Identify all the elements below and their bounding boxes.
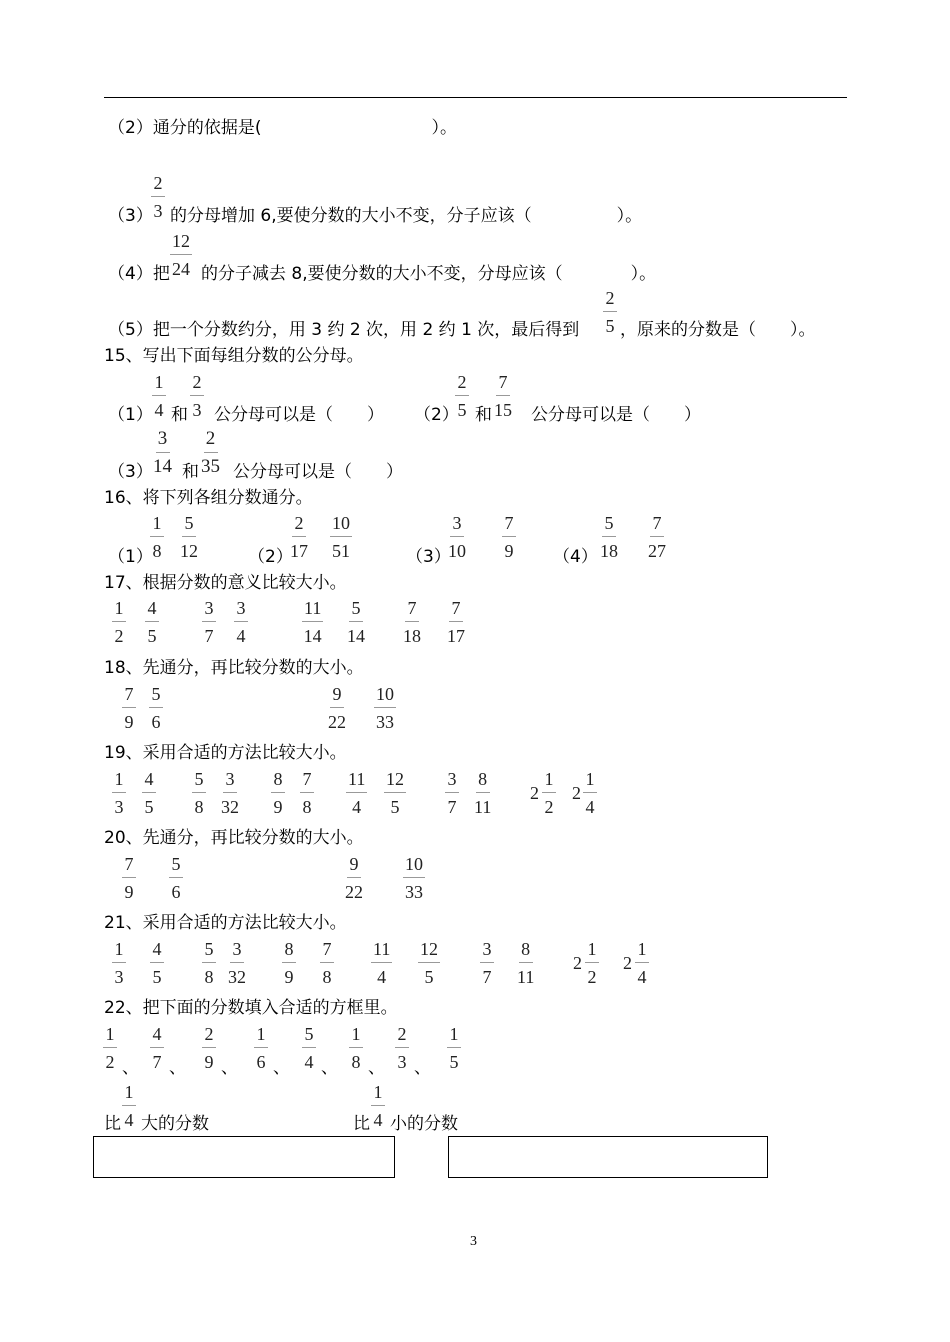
- numerator: 5: [602, 512, 616, 537]
- numerator: 1: [447, 1023, 461, 1048]
- q22-fraction-8: [447, 1023, 461, 1073]
- numerator: 3: [156, 428, 170, 453]
- q14-part3-text: 的分母增加 6,要使分数的大小不变，分子应该（ ）。: [170, 206, 643, 226]
- q21-fraction-8: [418, 938, 440, 988]
- numerator: 2: [395, 1023, 409, 1048]
- numerator: 2: [190, 371, 204, 396]
- denominator: 15: [494, 400, 512, 420]
- denominator: 5: [605, 316, 615, 336]
- q19-fraction-7: [346, 768, 367, 818]
- q17-fraction-2: [145, 597, 159, 647]
- q14-part4-fraction: [170, 230, 192, 280]
- numerator: 1: [152, 371, 166, 396]
- q19-whole-2: 2: [572, 783, 581, 803]
- q15-item3-label: （3）: [108, 462, 153, 482]
- numerator: 2: [603, 287, 617, 312]
- denominator: 14: [153, 456, 172, 477]
- denominator: 2: [544, 797, 554, 817]
- denominator: 4: [154, 400, 164, 420]
- q15-item2-tail: 公分母可以是（ ）: [531, 405, 701, 425]
- denominator: 32: [221, 797, 239, 817]
- denominator: 17: [290, 541, 308, 561]
- q21-fraction-10: [517, 938, 534, 988]
- q22-right-label: 小的分数: [390, 1114, 458, 1134]
- q22-fraction-7: [395, 1023, 409, 1073]
- q17-title: 17、根据分数的意义比较大小。: [104, 573, 347, 593]
- page-number: 3: [470, 1234, 477, 1249]
- denominator: 2: [587, 967, 597, 987]
- denominator: 5: [457, 400, 467, 420]
- q22-fraction-4: [254, 1023, 268, 1073]
- numerator: 3: [450, 512, 464, 537]
- q21-fraction-1: [112, 938, 126, 988]
- numerator: 1: [122, 1081, 136, 1106]
- denominator: 7: [152, 1052, 162, 1072]
- numerator: 5: [192, 768, 206, 793]
- q17-fraction-5: [302, 597, 323, 647]
- denominator: 2: [105, 1052, 115, 1072]
- denominator: 9: [124, 712, 134, 732]
- q18-fraction-2: [149, 683, 163, 733]
- numerator: 1: [150, 512, 164, 537]
- denominator: 2: [114, 626, 124, 646]
- numerator: 1: [254, 1023, 268, 1048]
- q16-fraction-5: [448, 512, 466, 562]
- denominator: 10: [448, 541, 466, 561]
- q22-separator: 、: [221, 1058, 238, 1078]
- q21-whole-2: 2: [623, 953, 632, 973]
- numerator: 7: [449, 597, 463, 622]
- numerator: 5: [202, 938, 216, 963]
- q15-item1-label: （1）: [108, 405, 153, 425]
- q21-fraction-5: [282, 938, 296, 988]
- q19-fraction-9: [445, 768, 459, 818]
- q20-fraction-4: [403, 853, 425, 903]
- denominator: 5: [390, 797, 400, 817]
- numerator: 8: [282, 938, 296, 963]
- q15-item3-fraction-a: [153, 428, 172, 478]
- numerator: 7: [300, 768, 314, 793]
- q19-fraction-8: [384, 768, 406, 818]
- numerator: 10: [330, 512, 352, 537]
- q16-title: 16、将下列各组分数通分。: [104, 488, 313, 508]
- numerator: 3: [234, 597, 248, 622]
- q22-separator: 、: [169, 1058, 186, 1078]
- q19-fraction-3: [192, 768, 206, 818]
- q19-fraction-11: [542, 768, 556, 818]
- numerator: 1: [103, 1023, 117, 1048]
- numerator: 7: [122, 853, 136, 878]
- q19-fraction-6: [300, 768, 314, 818]
- q22-separator: 、: [414, 1058, 431, 1078]
- q14-part5-fraction: [603, 287, 617, 337]
- q17-fraction-1: [112, 597, 126, 647]
- numerator: 7: [650, 512, 664, 537]
- q14-part2: （2）通分的依据是( ）。: [108, 118, 457, 138]
- denominator: 18: [600, 541, 618, 561]
- q22-separator: 、: [273, 1058, 290, 1078]
- less-than-answer-box[interactable]: [448, 1136, 768, 1178]
- q14-part4-text: 的分子减去 8,要使分数的大小不变，分母应该（ ）。: [201, 264, 657, 284]
- numerator: 11: [346, 768, 367, 793]
- denominator: 4: [585, 797, 595, 817]
- q19-whole-1: 2: [530, 783, 539, 803]
- numerator: 2: [455, 371, 469, 396]
- numerator: 3: [202, 597, 216, 622]
- denominator: 14: [347, 626, 365, 646]
- denominator: 4: [352, 797, 362, 817]
- q14-part5-text: （5）把一个分数约分，用 3 约 2 次，用 2 约 1 次，最后得到: [108, 320, 580, 340]
- denominator: 3: [192, 400, 202, 420]
- q22-separator: 、: [368, 1058, 385, 1078]
- q15-item1-and: 和: [171, 405, 188, 425]
- q18-fraction-3: [328, 683, 346, 733]
- denominator: 3: [153, 201, 163, 221]
- q22-fraction-2: [150, 1023, 164, 1073]
- denominator: 32: [228, 967, 246, 987]
- denominator: 33: [405, 882, 423, 902]
- q16-label-2: （2）: [248, 547, 293, 567]
- denominator: 35: [201, 456, 220, 477]
- numerator: 3: [230, 938, 244, 963]
- q17-fraction-7: [403, 597, 421, 647]
- q14-part3-label: （3）: [108, 206, 153, 226]
- q21-fraction-6: [320, 938, 334, 988]
- denominator: 4: [304, 1052, 314, 1072]
- denominator: 8: [322, 967, 332, 987]
- q19-title: 19、采用合适的方法比较大小。: [104, 743, 347, 763]
- q15-title: 15、写出下面每组分数的公分母。: [104, 346, 364, 366]
- q22-fraction-5: [302, 1023, 316, 1073]
- denominator: 3: [114, 967, 124, 987]
- numerator: 7: [496, 371, 510, 396]
- q22-right-prefix: 比: [353, 1114, 370, 1134]
- denominator: 4: [377, 967, 387, 987]
- q22-fraction-6: [349, 1023, 363, 1073]
- q22-left-label: 大的分数: [141, 1114, 209, 1134]
- q15-item1-tail: 公分母可以是（ ）: [214, 405, 384, 425]
- denominator: 27: [648, 541, 666, 561]
- q17-fraction-6: [347, 597, 365, 647]
- q22-title: 22、把下面的分数填入合适的方框里。: [104, 998, 398, 1018]
- q15-item2-label: （2）: [414, 405, 459, 425]
- q16-label-3: （3）: [406, 547, 451, 567]
- denominator: 4: [373, 1110, 383, 1130]
- q21-title: 21、采用合适的方法比较大小。: [104, 913, 347, 933]
- numerator: 5: [349, 597, 363, 622]
- q16-fraction-3: [290, 512, 308, 562]
- numerator: 1: [583, 768, 597, 793]
- denominator: 7: [447, 797, 457, 817]
- numerator: 1: [112, 597, 126, 622]
- numerator: 1: [371, 1081, 385, 1106]
- q21-fraction-11: [585, 938, 599, 988]
- denominator: 7: [204, 626, 214, 646]
- numerator: 5: [182, 512, 196, 537]
- numerator: 1: [112, 768, 126, 793]
- denominator: 9: [204, 1052, 214, 1072]
- q14-part3-fraction: [151, 172, 165, 222]
- q18-fraction-1: [122, 683, 136, 733]
- q14-part5-tail: ，原来的分数是（ ）。: [620, 320, 816, 340]
- numerator: 7: [502, 512, 516, 537]
- denominator: 22: [345, 882, 363, 902]
- q19-fraction-4: [221, 768, 239, 818]
- numerator: 2: [202, 1023, 216, 1048]
- numerator: 8: [271, 768, 285, 793]
- numerator: 4: [150, 938, 164, 963]
- q15-item2-and: 和: [475, 405, 492, 425]
- q16-fraction-1: [150, 512, 164, 562]
- denominator: 3: [397, 1052, 407, 1072]
- denominator: 4: [124, 1110, 134, 1130]
- q16-fraction-6: [502, 512, 516, 562]
- numerator: 12: [384, 768, 406, 793]
- q21-fraction-4: [228, 938, 246, 988]
- q21-whole-1: 2: [573, 953, 582, 973]
- numerator: 7: [405, 597, 419, 622]
- denominator: 17: [447, 626, 465, 646]
- q19-fraction-2: [142, 768, 156, 818]
- numerator: 5: [169, 853, 183, 878]
- denominator: 6: [171, 882, 181, 902]
- denominator: 6: [151, 712, 161, 732]
- denominator: 9: [284, 967, 294, 987]
- numerator: 2: [292, 512, 306, 537]
- denominator: 24: [172, 259, 190, 279]
- q16-label-4: （4）: [553, 547, 598, 567]
- q22-left-fraction: [122, 1081, 136, 1131]
- q20-title: 20、先通分，再比较分数的大小。: [104, 828, 364, 848]
- q22-fraction-1: [103, 1023, 117, 1073]
- q15-item3-tail: 公分母可以是（ ）: [233, 462, 403, 482]
- q17-fraction-3: [202, 597, 216, 647]
- denominator: 8: [152, 541, 162, 561]
- denominator: 51: [332, 541, 350, 561]
- numerator: 3: [480, 938, 494, 963]
- q19-fraction-1: [112, 768, 126, 818]
- denominator: 14: [303, 626, 322, 646]
- denominator: 8: [302, 797, 312, 817]
- q20-fraction-3: [345, 853, 363, 903]
- q20-fraction-2: [169, 853, 183, 903]
- q22-separator: 、: [122, 1058, 139, 1078]
- greater-than-answer-box[interactable]: [93, 1136, 395, 1178]
- numerator: 11: [302, 597, 323, 622]
- denominator: 33: [376, 712, 394, 732]
- denominator: 18: [403, 626, 421, 646]
- q15-item3-fraction-b: [201, 428, 220, 478]
- numerator: 8: [519, 938, 533, 963]
- q22-right-fraction: [371, 1081, 385, 1131]
- q16-fraction-2: [180, 512, 198, 562]
- q19-fraction-12: [583, 768, 597, 818]
- numerator: 12: [170, 230, 192, 255]
- numerator: 10: [403, 853, 425, 878]
- denominator: 4: [236, 626, 246, 646]
- numerator: 3: [445, 768, 459, 793]
- numerator: 11: [371, 938, 392, 963]
- q20-fraction-1: [122, 853, 136, 903]
- numerator: 4: [145, 597, 159, 622]
- numerator: 5: [149, 683, 163, 708]
- denominator: 5: [152, 967, 162, 987]
- denominator: 9: [124, 882, 134, 902]
- numerator: 8: [476, 768, 490, 793]
- denominator: 3: [114, 797, 124, 817]
- numerator: 4: [142, 768, 156, 793]
- numerator: 2: [151, 172, 165, 197]
- q21-fraction-12: [635, 938, 649, 988]
- numerator: 12: [418, 938, 440, 963]
- numerator: 1: [585, 938, 599, 963]
- numerator: 5: [302, 1023, 316, 1048]
- q18-fraction-4: [374, 683, 396, 733]
- denominator: 5: [449, 1052, 459, 1072]
- q19-fraction-10: [474, 768, 491, 818]
- denominator: 11: [474, 797, 492, 817]
- denominator: 5: [144, 797, 154, 817]
- numerator: 3: [223, 768, 237, 793]
- q16-label-1: （1）: [108, 547, 153, 567]
- denominator: 8: [194, 797, 204, 817]
- denominator: 11: [517, 967, 535, 987]
- q17-fraction-4: [234, 597, 248, 647]
- q22-separator: 、: [321, 1058, 338, 1078]
- q15-item2-fraction-b: [494, 371, 512, 421]
- q16-fraction-7: [600, 512, 618, 562]
- denominator: 5: [147, 626, 157, 646]
- numerator: 7: [320, 938, 334, 963]
- q19-fraction-5: [271, 768, 285, 818]
- numerator: 9: [330, 683, 344, 708]
- denominator: 8: [204, 967, 214, 987]
- numerator: 2: [204, 428, 218, 453]
- denominator: 8: [351, 1052, 361, 1072]
- numerator: 4: [150, 1023, 164, 1048]
- header-rule: [104, 97, 847, 98]
- numerator: 1: [112, 938, 126, 963]
- numerator: 1: [542, 768, 556, 793]
- denominator: 9: [273, 797, 283, 817]
- denominator: 4: [637, 967, 647, 987]
- q21-fraction-9: [480, 938, 494, 988]
- q22-left-prefix: 比: [104, 1114, 121, 1134]
- denominator: 7: [482, 967, 492, 987]
- q21-fraction-7: [371, 938, 392, 988]
- q14-part4-label: （4）把: [108, 264, 170, 284]
- denominator: 9: [504, 541, 514, 561]
- q15-item2-fraction-a: [455, 371, 469, 421]
- numerator: 1: [635, 938, 649, 963]
- denominator: 5: [424, 967, 434, 987]
- denominator: 12: [180, 541, 198, 561]
- q16-fraction-4: [330, 512, 352, 562]
- q21-fraction-2: [150, 938, 164, 988]
- q18-title: 18、先通分，再比较分数的大小。: [104, 658, 364, 678]
- numerator: 9: [347, 853, 361, 878]
- numerator: 10: [374, 683, 396, 708]
- q17-fraction-8: [447, 597, 465, 647]
- q16-fraction-8: [648, 512, 666, 562]
- denominator: 22: [328, 712, 346, 732]
- q15-item3-and: 和: [182, 462, 199, 482]
- denominator: 6: [256, 1052, 266, 1072]
- numerator: 1: [349, 1023, 363, 1048]
- q15-item1-fraction-b: [190, 371, 204, 421]
- q22-fraction-3: [202, 1023, 216, 1073]
- numerator: 7: [122, 683, 136, 708]
- q21-fraction-3: [202, 938, 216, 988]
- q15-item1-fraction-a: [152, 371, 166, 421]
